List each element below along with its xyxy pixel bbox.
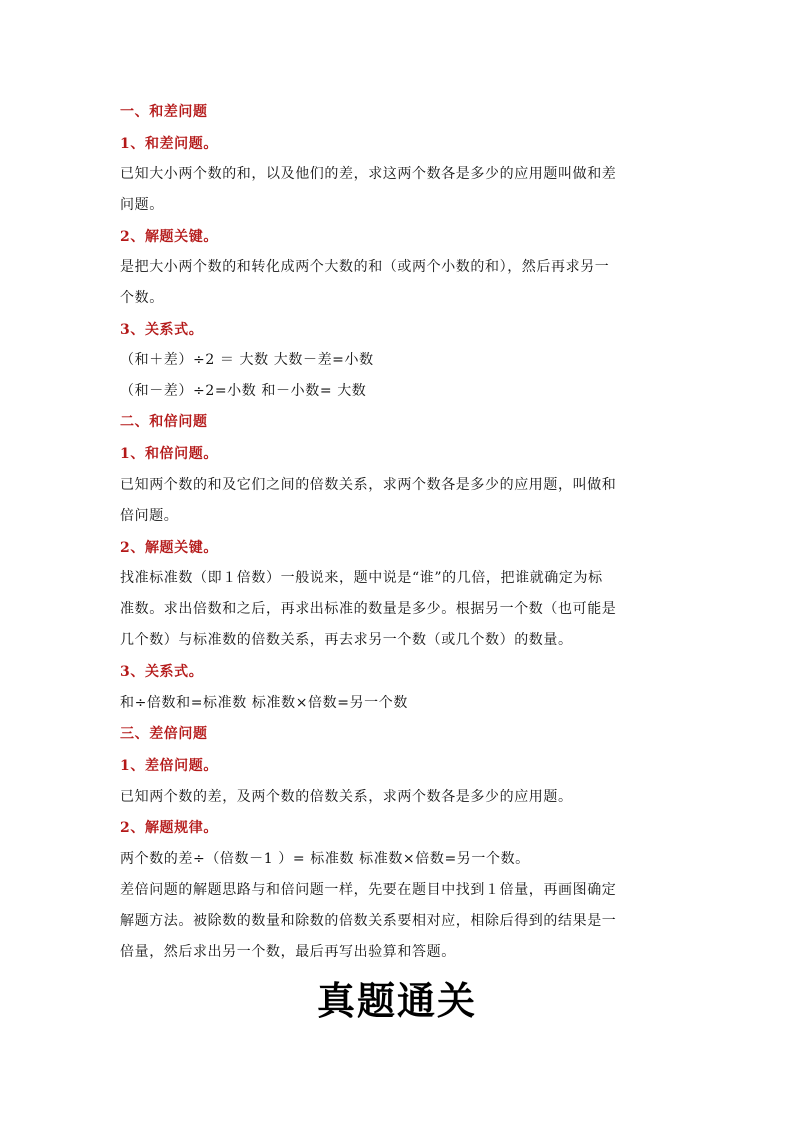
section-title-3: 三、差倍问题 [120,726,208,742]
paragraph-line: 是把大小两个数的和转化成两个大数的和（或两个小数的和），然后再求另一 [120,259,610,275]
paragraph-line: 已知两个数的和及它们之间的倍数关系，求两个数各是多少的应用题，叫做和 [120,477,617,493]
section-title-1: 一、和差问题 [120,104,208,120]
section-title-2: 二、和倍问题 [120,414,208,430]
paragraph-line: 已知两个数的差，及两个数的倍数关系，求两个数各是多少的应用题。 [120,789,573,805]
paragraph-line: 找准标准数（即１倍数）一般说来，题中说是“谁”的几倍，把谁就确定为标 [120,570,603,586]
subheading: 2、解题关键。 [120,540,218,556]
paragraph-line: 几个数）与标准数的倍数关系，再去求另一个数（或几个数）的数量。 [120,632,573,648]
subheading: 1、差倍问题。 [120,758,218,774]
subheading: 2、解题关键。 [120,229,218,245]
formula-line: 两个数的差÷（倍数－1 ）= 标准数 标准数×倍数=另一个数。 [120,851,530,867]
formula-line: （和－差）÷2=小数 和－小数= 大数 [120,383,367,399]
subheading: 3、关系式。 [120,322,204,338]
paragraph-line: 问题。 [120,197,164,213]
subheading: 2、解题规律。 [120,820,218,836]
paragraph-line: 倍量，然后求出另一个数，最后再写出验算和答题。 [120,944,456,960]
subheading: 1、和差问题。 [120,136,218,152]
subheading: 1、和倍问题。 [120,446,218,462]
paragraph-line: 准数。求出倍数和之后，再求出标准的数量是多少。根据另一个数（也可能是 [120,601,617,617]
paragraph-line: 个数。 [120,290,164,306]
paragraph-line: 差倍问题的解题思路与和倍问题一样，先要在题目中找到１倍量，再画图确定 [120,882,617,898]
formula-line: 和÷倍数和=标准数 标准数×倍数=另一个数 [120,695,408,711]
subheading: 3、关系式。 [120,664,204,680]
paragraph-line: 倍问题。 [120,508,179,524]
banner-title: 真题通关 [316,979,477,1023]
paragraph-line: 解题方法。被除数的数量和除数的倍数关系要相对应，相除后得到的结果是一 [120,913,617,929]
paragraph-line: 已知大小两个数的和，以及他们的差，求这两个数各是多少的应用题叫做和差 [120,166,617,182]
formula-line: （和＋差）÷2 ＝ 大数 大数－差=小数 [120,352,374,368]
